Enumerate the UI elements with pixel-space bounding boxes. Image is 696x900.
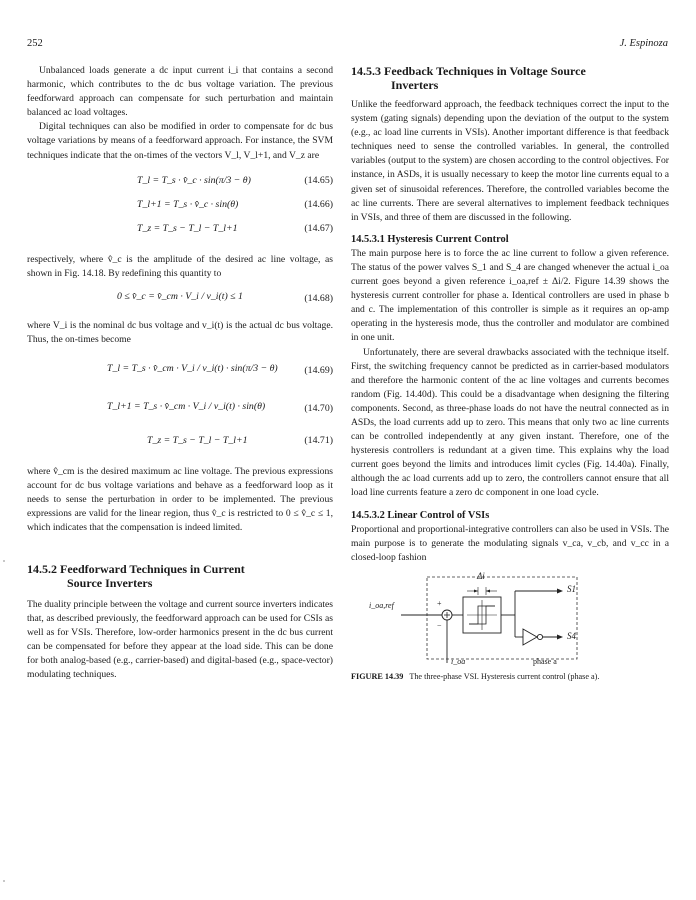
right-column — [351, 64, 669, 683]
paragraph: Unbalanced loads generate a dc input current i_i that contains a second harmonic, which contributes to the dc bus voltage variation. The previous feedforward approach can compensate for such perturbation and maintain balanced ac load voltages. — [27, 65, 333, 119]
equation-14-70: T_l+1 = T_s · v̂_cm · V_i / v_i(t) · sin(θ) (14.70) — [107, 401, 333, 415]
equation-14-69: T_l = T_s · v̂_cm · V_i / v_i(t) · sin(π/3 − θ) (14.69) — [107, 363, 333, 377]
equation-14-71: T_z = T_s − T_l − T_l+1 (14.71) — [147, 435, 333, 447]
equation-14-65: T_l = T_s · v̂_c · sin(π/3 − θ) (14.65) — [137, 174, 333, 186]
caption-label: FIGURE 14.39 — [351, 671, 404, 681]
paragraph: The duality principle between the voltage and current source inverters indicates that, as described previously, the feedforward approach can be used for CSIs as well as for VSIs. Therefore, low-order harmonics present in the dc bus current can be compensated for before they appear at the load side. This can be done for both analog-based (e.g., carrier-based) and digital-based (e.g., space-vector) modulating techniques. — [27, 598, 333, 680]
subsection-heading-14-5-3-2: 14.5.3.2 Linear Control of VSIs — [351, 509, 490, 521]
equation-14-68: 0 ≤ v̂_c = v̂_cm · V_i / v_i(t) ≤ 1 (14.68) — [117, 290, 333, 304]
inverter-icon — [523, 629, 537, 645]
running-author: J. Espinoza — [619, 38, 668, 49]
paragraph: Unfortunately, there are several drawbacks associated with the technique itself. First, the switching frequency cannot be predicted as in carrier-based modulators and therefore the harmonic content of the ac line voltages and currents becomes random (Fig. 14.40d). This could be a disadvantage when designing the filtering components. Second, as three-phase loads do not have the neutral connected as in ASDs, the load currents add up to zero. This means that only two ac line currents can be controlled independently at any given instant. Therefore, one of the hysteresis controllers is redundant at a given time. This explains why the load current goes beyond the limits and introduces limit cycles (Fig. 14.40a). Finally, although the ac load currents add up to zero, the controllers cannot ensure that all load line currents feature a zero dc component in one load cycle. — [351, 346, 669, 499]
equation-14-66: T_l+1 = T_s · v̂_c · sin(θ) (14.66) — [137, 198, 333, 210]
reference-label: i_oa,ref — [369, 600, 394, 610]
s1-label: S1 — [567, 583, 576, 594]
equation-14-67: T_z = T_s − T_l − T_l+1 (14.67) — [137, 222, 333, 234]
hysteresis-controller-diagram — [351, 571, 669, 671]
paragraph: respectively, where v̂_c is the amplitude of the desired ac line voltage, as shown in Fig. 14.18. By redefining this quantity to — [27, 253, 333, 279]
paragraph: The main purpose here is to force the ac line current to follow a given reference. The status of the power valves S_1 and S_4 are changed whenever the actual i_oa current goes beyond a given reference i_oa,ref ± Δi/2. Figure 14.39 shows the hysteresis current controller for phase a. Identical controllers are used in phase b and c. The implementation of this controller is simple as it requires an op-amp operating in the hysteresis mode, thus the controller and modulator are combined in one unit. — [351, 247, 669, 344]
section-heading-14-5-3: 14.5.3 Feedback Techniques in Voltage Source Inverters — [351, 64, 586, 92]
arrow-s4-icon — [557, 634, 563, 639]
caption-text: The three-phase VSI. Hysteresis current control (phase a). — [409, 671, 600, 681]
section-heading-14-5-2: 14.5.2 Feedforward Techniques in Current Source Inverters — [27, 561, 245, 590]
arrow-s1-icon — [557, 588, 563, 593]
s4-label: S4 — [567, 630, 576, 641]
ioa-label: i_oa — [451, 656, 466, 666]
scan-speck — [3, 560, 5, 562]
figure-caption — [351, 671, 669, 683]
plus-sign: + — [437, 598, 442, 608]
minus-sign: − — [437, 620, 442, 630]
phase-a-label: phase a — [533, 656, 557, 666]
left-column — [27, 64, 333, 682]
page-number: 252 — [27, 38, 43, 49]
paragraph: where v̂_cm is the desired maximum ac line voltage. The previous expressions account for dc bus voltage variations and behave as a feedforward loop as it needs to sense the perturbation in order to be implemented. The previous expressions are valid for the linear region, thus v̂_c is restricted to 0 ≤ v̂_c ≤ 1, which indicates that the compensation is indeed limited. — [27, 466, 333, 534]
figure-14-39-diagram — [351, 571, 669, 671]
paragraph: where V_i is the nominal dc bus voltage and v_i(t) is the actual dc bus voltage. Thus, the on-times become — [27, 319, 333, 345]
paragraph: Proportional and proportional-integrative controllers can also be used in VSIs. The main purpose is to generate the modulating signals v_ca, v_cb, and v_cc in a closed-loop fashion — [351, 523, 669, 563]
paragraph: Unlike the feedforward approach, the feedback techniques correct the input to the system (gating signals) depending upon the deviation of the output to the system (e.g., ac load line currents in VSIs). Another important difference is that feedback techniques need to sense the controlled variables. In general, the controlled variables (output to the system) are chosen according to the control objectives. For instance, in ASDs, it is usually necessary to keep the motor line currents equal to a given set of sinusoidal references. Therefore, the controlled variables become the ac line currents. There are several alternatives to implement feedback techniques in VSIs, and three of them are discussed in the following. — [351, 99, 669, 223]
subsection-heading-14-5-3-1: 14.5.3.1 Hysteresis Current Control — [351, 233, 509, 245]
paragraph: Digital techniques can also be modified in order to compensate for dc bus voltage variations by means of a feedforward approach. For instance, the SVM techniques indicate that the on-times of the vectors V_l, V_l+1, and V_z are — [27, 121, 333, 161]
delta-i-label: Δi — [477, 570, 485, 581]
scan-speck — [3, 880, 5, 882]
